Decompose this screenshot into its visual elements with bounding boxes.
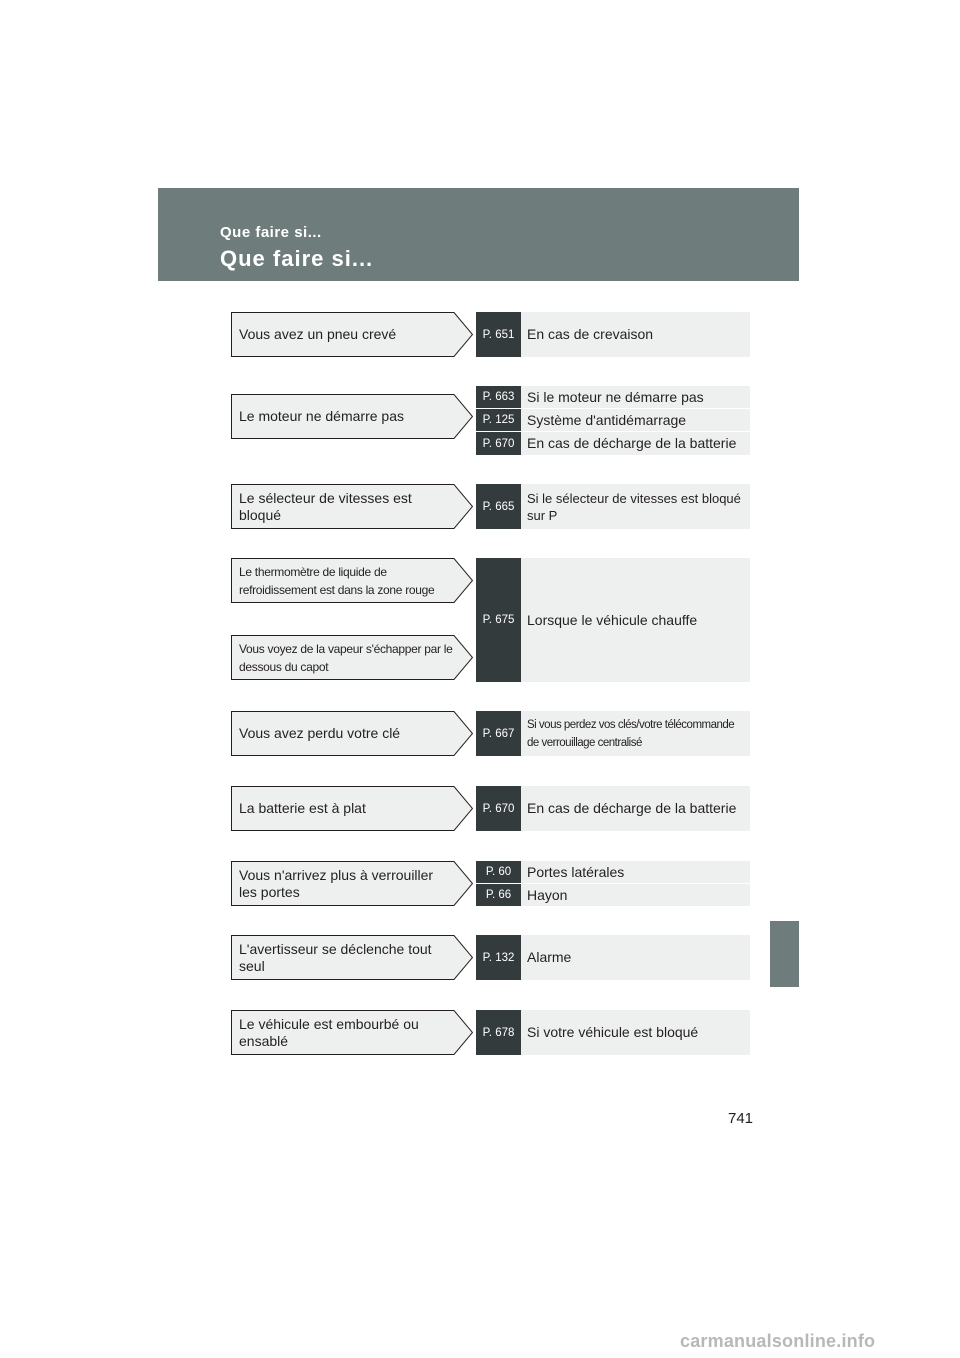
reference-item[interactable] (476, 786, 750, 831)
reference-item[interactable] (476, 312, 750, 357)
page-number: 741 (728, 1110, 754, 1127)
reference-box (476, 386, 750, 455)
page-ref-tag[interactable]: P. 66 (476, 884, 521, 906)
situation-text: Le thermomètre de liquide de refroidissement est dans la zone rouge (239, 564, 435, 597)
reference-text: Si votre véhicule est bloqué (527, 1024, 699, 1040)
situation-box (231, 484, 473, 529)
page-title: Que faire si... (220, 246, 374, 271)
reference-text: Si vous perdez vos clés/votre télécommande de verrouillage centralisé (527, 718, 735, 749)
situation-box (231, 635, 473, 680)
reference-text: En cas de décharge de la batterie (527, 800, 737, 816)
section-header (158, 188, 799, 281)
reference-box (476, 312, 750, 357)
situation-box (231, 861, 473, 906)
situation-box (231, 786, 473, 831)
situation-text: Le véhicule est embourbé ou ensablé (239, 1015, 419, 1049)
situation-text: Le sélecteur de vitesses est bloqué (239, 489, 412, 523)
page-ref-tag[interactable]: P. 665 (476, 484, 521, 529)
row-lost-key (0, 711, 960, 756)
reference-item[interactable] (476, 1010, 750, 1055)
reference-box (476, 558, 750, 682)
situation-text: Vous avez un pneu crevé (239, 326, 397, 342)
page-ref-tag[interactable]: P. 60 (476, 861, 521, 883)
row-cannot-lock-doors (0, 861, 960, 906)
situation-box (231, 312, 473, 357)
row-battery-flat (0, 786, 960, 831)
reference-text: Alarme (527, 949, 572, 965)
situation-box (231, 935, 473, 980)
reference-box (476, 935, 750, 980)
reference-item[interactable] (476, 484, 750, 529)
page-ref-tag[interactable]: P. 678 (476, 1010, 521, 1055)
situation-text: Vous n'arrivez plus à verrouiller les portes (239, 866, 434, 900)
page-ref-tag[interactable]: P. 663 (476, 386, 521, 408)
page-ref-tag[interactable]: P. 132 (476, 935, 521, 980)
reference-item[interactable] (476, 558, 750, 682)
page-ref-tag[interactable]: P. 670 (476, 786, 521, 831)
row-overheating (0, 558, 960, 682)
reference-item[interactable] (476, 711, 750, 756)
reference-text: Si le sélecteur de vitesses est bloqué sur P (527, 490, 741, 523)
reference-box (476, 861, 750, 906)
reference-item[interactable] (476, 861, 750, 883)
reference-text: Système d'antidémarrage (527, 411, 687, 428)
reference-box (476, 711, 750, 756)
reference-text: En cas de crevaison (527, 326, 654, 342)
reference-text: Portes latérales (527, 863, 625, 880)
row-alarm-triggers (0, 935, 960, 980)
watermark: carmanualsonline.info (680, 1331, 876, 1351)
situation-box (231, 1010, 473, 1055)
chapter-side-tab (770, 921, 799, 987)
row-shift-lever-locked (0, 484, 960, 529)
reference-item[interactable] (476, 884, 750, 906)
situation-text: Vous voyez de la vapeur s'échapper par le dessous du capot (239, 641, 453, 674)
reference-box (476, 484, 750, 529)
situation-text: L'avertisseur se déclenche tout seul (239, 940, 432, 974)
reference-text: En cas de décharge de la batterie (527, 435, 737, 451)
situation-box (231, 711, 473, 756)
situation-box (231, 394, 473, 439)
reference-item[interactable] (476, 432, 750, 455)
row-vehicle-stuck (0, 1010, 960, 1055)
page-ref-tag[interactable]: P. 670 (476, 432, 521, 455)
situation-text: La batterie est à plat (239, 800, 366, 816)
page-ref-tag[interactable]: P. 667 (476, 711, 521, 756)
reference-box (476, 786, 750, 831)
reference-text: Lorsque le véhicule chauffe (527, 611, 698, 628)
row-flat-tire (0, 312, 960, 357)
situation-text: Le moteur ne démarre pas (239, 408, 404, 424)
reference-box (476, 1010, 750, 1055)
section-label: Que faire si... (220, 224, 322, 241)
page-ref-tag[interactable]: P. 675 (476, 558, 521, 682)
situation-box (231, 558, 473, 603)
reference-item[interactable] (476, 386, 750, 408)
reference-item[interactable] (476, 409, 750, 431)
reference-text: Hayon (527, 886, 568, 903)
reference-item[interactable] (476, 935, 750, 980)
page-ref-tag[interactable]: P. 125 (476, 409, 521, 431)
reference-text: Si le moteur ne démarre pas (527, 388, 704, 405)
row-engine-wont-start (0, 386, 960, 455)
page-ref-tag[interactable]: P. 651 (476, 312, 521, 357)
situation-text: Vous avez perdu votre clé (239, 725, 401, 741)
